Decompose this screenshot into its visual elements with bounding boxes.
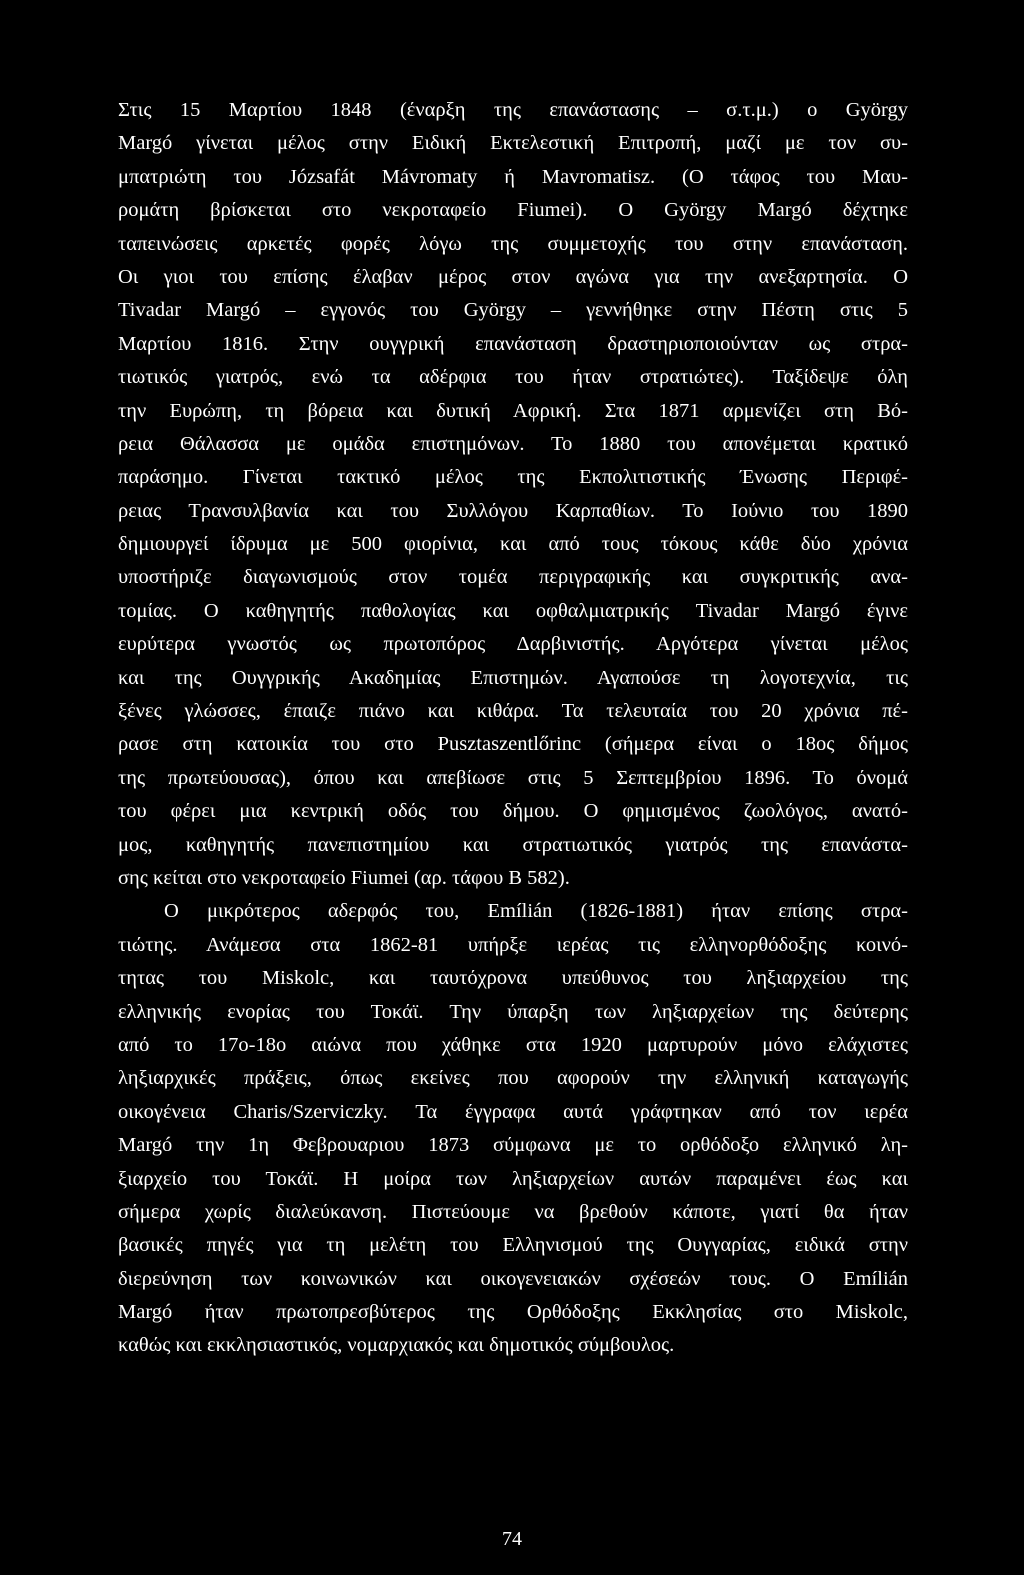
text-line: Margó γίνεται μέλος στην Ειδική Εκτελεστική Επιτροπή, μαζί με τον συ- <box>118 132 908 155</box>
body-text <box>118 94 908 1363</box>
text-line: Στις 15 Μαρτίου 1848 (έναρξη της επανάστασης – σ.τ.μ.) ο György <box>118 99 908 121</box>
text-line: οικογένεια Charis/Szerviczky. Τα έγγραφα αυτά γράφτηκαν από τον ιερέα <box>118 1100 908 1123</box>
text-line: Tivadar Margó – εγγονός του György – γεννήθηκε στην Πέστη στις 5 <box>118 299 908 322</box>
text-line: από το 17ο-18ο αιώνα που χάθηκε στα 1920 μαρτυρούν μόνο ελάχιστες <box>118 1033 908 1056</box>
text-line: ρεια Θάλασσα με ομάδα επιστημόνων. Το 1880 του απονέμεται κρατικό <box>118 432 908 455</box>
text-line: σης κείται στο νεκροταφείο Fiumei (αρ. τάφου Β 582). <box>118 866 570 889</box>
text-line: Margó ήταν πρωτοπρεσβύτερος της Ορθόδοξης Εκκλησίας στο Miskolc, <box>118 1301 908 1324</box>
text-line: ξιαρχείο του Τοκάϊ. Η μοίρα των ληξιαρχείων αυτών παραμένει έως και <box>118 1167 908 1190</box>
text-line: Οι γιοι του επίσης έλαβαν μέρος στον αγώνα για την ανεξαρτησία. Ο <box>118 265 908 288</box>
text-line: βασικές πηγές για τη μελέτη του Ελληνισμού της Ουγγαρίας, ειδικά στην <box>118 1234 908 1257</box>
text-line: μος, καθηγητής πανεπιστημίου και στρατιωτικός γιατρός της επανάστα- <box>118 833 908 856</box>
text-line: Margó την 1η Φεβρουαριου 1873 σύμφωνα με το ορθόδοξο ελληνικό λη- <box>118 1134 908 1157</box>
text-line: ταπεινώσεις αρκετές φορές λόγω της συμμετοχής του στην επανάσταση. <box>118 232 908 255</box>
text-line: υποστήριζε διαγωνισμούς στον τομέα περιγραφικής και συγκριτικής ανα- <box>118 566 908 589</box>
text-line: ληξιαρχικές πράξεις, όπως εκείνες που αφορούν την ελληνική καταγωγής <box>118 1067 908 1090</box>
text-line: και της Ουγγρικής Ακαδημίας Επιστημών. Αγαπούσε τη λογοτεχνία, τις <box>118 666 908 689</box>
text-line: σήμερα χωρίς διαλεύκανση. Πιστεύουμε να βρεθούν κάποτε, γιατί θα ήταν <box>118 1200 908 1223</box>
text-line: ρειας Τρανσυλβανία και του Συλλόγου Καρπαθίων. Το Ιούνιο του 1890 <box>118 499 908 522</box>
text-line: Μαρτίου 1816. Στην ουγγρική επανάσταση δραστηριοποιούνταν ως στρα- <box>118 332 908 355</box>
text-line: τομίας. Ο καθηγητής παθολογίας και οφθαλμιατρικής Tivadar Margó έγινε <box>118 599 908 622</box>
text-line: παράσημο. Γίνεται τακτικό μέλος της Εκπολιτιστικής Ένωσης Περιφέ- <box>118 466 908 489</box>
text-line: την Ευρώπη, τη βόρεια και δυτική Αφρική. Στα 1871 αρμενίζει στη Βό- <box>118 399 908 422</box>
text-line: ξένες γλώσσες, έπαιζε πιάνο και κιθάρα. Τα τελευταία του 20 χρόνια πέ- <box>118 700 908 723</box>
text-line: καθώς και εκκλησιαστικός, νομαρχιακός και δημοτικός σύμβουλος. <box>118 1334 675 1357</box>
text-line: Ο μικρότερος αδερφός του, Emílián (1826-1881) ήταν επίσης στρα- <box>164 900 908 923</box>
page-number: 74 <box>502 1528 522 1550</box>
text-line: ευρύτερα γνωστός ως πρωτοπόρος Δαρβινιστής. Αργότερα γίνεται μέλος <box>118 633 908 656</box>
text-line: τιώτης. Ανάμεσα στα 1862-81 υπήρξε ιερέας τις ελληνορθόδοξης κοινό- <box>118 933 908 956</box>
text-line: του φέρει μια κεντρική οδός του δήμου. Ο φημισμένος ζωολόγος, ανατό- <box>118 800 908 823</box>
text-line: τητας του Miskolc, και ταυτόχρονα υπεύθυνος του ληξιαρχείου της <box>118 967 908 990</box>
text-line: τιωτικός γιατρός, ενώ τα αδέρφια του ήταν στρατιώτες). Ταξίδεψε όλη <box>118 366 908 389</box>
text-line: ελληνικής ενορίας του Τοκάϊ. Την ύπαρξη των ληξιαρχείων της δεύτερης <box>118 1000 908 1023</box>
text-line: δημιουργεί ίδρυμα με 500 φιορίνια, και από τους τόκους κάθε δύο χρόνια <box>118 533 908 556</box>
text-line: μπατριώτη του Józsafát Mávromaty ή Mavromatisz. (Ο τάφος του Μαυ- <box>118 165 908 188</box>
text-line: ρομάτη βρίσκεται στο νεκροταφείο Fiumei). Ο György Margó δέχτηκε <box>118 199 908 222</box>
text-line: διερεύνηση των κοινωνικών και οικογενειακών σχέσεών τους. Ο Emílián <box>118 1267 908 1290</box>
text-line: της πρωτεύουσας), όπου και απεβίωσε στις 5 Σεπτεμβρίου 1896. Το όνομά <box>118 766 908 789</box>
text-line: ρασε στη κατοικία του στο Pusztaszentlőrinc (σήμερα είναι ο 18ος δήμος <box>118 733 908 756</box>
